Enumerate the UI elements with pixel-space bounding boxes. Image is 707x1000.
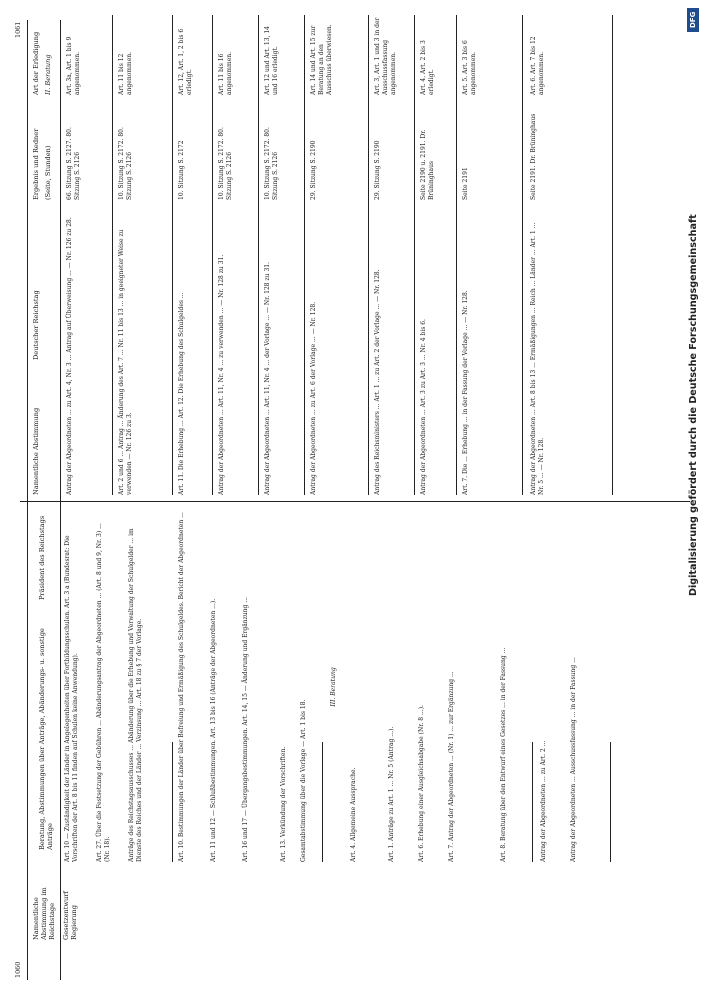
- left-rule: [610, 742, 611, 862]
- right-row-text: Antrag des Reichsministers ... Art. 1 ... zu Art. 2 der Vorlage ... — Nr. 128.: [374, 269, 381, 495]
- left-entry: Art. 13. Verkündung der Vorschriften.: [280, 746, 287, 862]
- right-header-col4: Art der Erledigung: [32, 31, 40, 95]
- left-rule: [322, 742, 323, 862]
- right-row-text: Art. 2 und 6 ... Antrag ... Änderung des Art. 7 ... Nr. 11 bis 13 ... in geeigneter Weise zu verwenden — Nr. 126 zu 3.: [118, 229, 133, 495]
- right-subheader-col4: II. Beratung: [44, 54, 52, 95]
- right-row-outcome: Art. 11 bis 12 angenommen.: [118, 51, 133, 95]
- right-header-col3: Ergebnis und Redner: [32, 128, 40, 200]
- header-top-rule: [27, 20, 28, 980]
- right-row-result: Seite 2191: [462, 167, 469, 200]
- right-rule: [612, 15, 613, 495]
- right-row-result: 10. Sitzung S. 2172. 80. Sitzung S. 2126: [118, 127, 133, 200]
- left-header-col1: Namentliche Abstimmung im Reichstage: [32, 887, 56, 940]
- left-header-col3: Präsident des Reichstags: [38, 515, 46, 600]
- left-entry: Art. 1. Anträge zu Art. 1 ... Nr. 5 (Antrag ...).: [388, 726, 395, 862]
- right-row-outcome: Art. 12 und Art. 13, 14 und 16 erledigt.: [264, 26, 279, 95]
- right-row-text: Art. 11. Die Erhebung ... Art. 12. Die Erhebung des Schulgeldes ...: [178, 292, 185, 495]
- left-entry: Anträge des Reichstagsausschusses ... Abänderung über die Erhebung und Verwaltung der Schulgelder ... im Dienste des Reiches und der Länder ... Verzinsung ... Art. 18 zu § 7 der Vorlage.: [128, 528, 143, 862]
- right-row-result: Seite 2191. Dr. Brüninghaus: [530, 113, 537, 200]
- right-row-result: 66. Sitzung S. 2127. 80. Sitzung S. 2126: [66, 127, 81, 200]
- right-rule: [522, 15, 523, 495]
- right-header-col1: Namentliche Abstimmung: [32, 407, 40, 495]
- dfg-caption: Digitalisierung gefördert durch die Deutsche Forschungsgemeinschaft: [688, 214, 699, 596]
- right-row-result: 29. Sitzung S. 2190: [374, 140, 381, 200]
- right-row-outcome: Art. 3a, Art. 1 bis 9 angenommen.: [66, 36, 81, 95]
- left-entry: Antrag der Abgeordneten ... Ausschussfassung ... in der Fassung ...: [570, 657, 577, 862]
- right-row-text: Antrag der Abgeordneten ... zu Art. 6 der Vorlage ... — Nr. 128.: [310, 301, 317, 495]
- right-rule: [456, 15, 457, 495]
- right-row-outcome: Art. 11 bis 16 angenommen.: [218, 51, 233, 95]
- left-section-title: III. Beratung: [330, 667, 337, 707]
- right-row-result: 10. Sitzung S. 2172. 80. Sitzung S. 2126: [264, 127, 279, 200]
- right-rule: [112, 15, 113, 495]
- left-entry: Antrag der Abgeordneten ... zu Art. 2 ...: [540, 740, 547, 862]
- right-row-outcome: Art. 3, Art. 1 und 3 in der Ausschussfassung angenommen.: [374, 17, 397, 95]
- left-header-col2: Beratung, Abstimmungen über Anträge, Abänderungs- u. sonstige Anträge: [38, 628, 54, 850]
- left-entry: Art. 10. Bestimmungen der Länder über Befreiung und Ermäßigung des Schulgeldes. Bericht der Abgeordneten ...: [178, 512, 185, 862]
- left-entry: Art. 10 — Zuständigkeit der Länder in Angelegenheiten über Fortbildungsschulen. Art. 3 a (Bundesrat: Die Vorschriften der Art. 8 bis 11 finden auf Schulen keine Anwendung).: [64, 535, 79, 862]
- right-row-result: Seite 2190 u. 2191. Dr. Brüninghaus: [420, 129, 435, 200]
- left-entry: Art. 16 und 17 — Übergangsbestimmungen. Art. 14, 15 — Änderung und Ergänzung ...: [242, 596, 249, 862]
- left-rule: [532, 742, 533, 862]
- left-rule: [172, 742, 173, 862]
- right-subheader-col3: (Seite, Stunden): [44, 145, 52, 200]
- right-row-result: 10. Sitzung S. 2172: [178, 140, 185, 200]
- left-header-col-a: Gesetzentwurf: [62, 891, 70, 940]
- left-entry: Art. 7. Antrag der Abgeordneten ... (Nr. 1) ... zur Ergänzung ...: [448, 671, 455, 862]
- right-rule: [258, 15, 259, 495]
- left-entry: Gesamtabstimmung über die Vorlage — Art. 1 bis 18.: [300, 699, 307, 862]
- right-row-text: Antrag der Abgeordneten ... Art. 11, Nr. 4 ... der Vorlage ... — Nr. 128 zu 31.: [264, 261, 271, 495]
- right-row-text: Antrag der Abgeordneten ... zu Art. 4, Nr. 3 ... Antrag auf Überweisung ... — Nr. 126 zu 28.: [66, 217, 73, 495]
- right-rule: [368, 15, 369, 495]
- right-row-outcome: Art. 12, Art. 1, 2 bis 6 erledigt.: [178, 28, 193, 95]
- page-number-right: 1061: [14, 21, 22, 38]
- left-entry: Art. 6. Erhebung einer Ausgleichsabgabe (Nr. 8 ...).: [418, 705, 425, 862]
- right-rule: [212, 15, 213, 495]
- right-rule: [304, 15, 305, 495]
- right-row-text: Antrag der Abgeordneten ... Art. 3 zu Art. 3 ... Nr. 4 bis 6.: [420, 319, 427, 495]
- left-entry: Art. 8. Beratung über den Entwurf eines Gesetzes ... in der Fassung ...: [500, 647, 507, 862]
- right-row-text: Antrag der Abgeordneten ... Art. 8 bis 13 ... Ermäßigungen ... Reich ... Länder ... Art. 1 ... Nr. 5 ... — Nr. 128.: [530, 222, 545, 495]
- dfg-logo: DFG: [687, 8, 699, 32]
- header-bottom-rule: [60, 20, 61, 980]
- right-row-text: Art. 7. Die ... Erhebung ... in der Fassung der Vorlage ... — Nr. 128.: [462, 290, 469, 495]
- right-row-outcome: Art. 4. Art. 2 bis 3 erledigt.: [420, 40, 435, 95]
- left-entry: Art. 27. Über die Festsetzung der Gebühren ... Abänderungsantrag der Abgeordneten ... (Art. 8 und 9, Nr. 3) ... (Nr. 18).: [96, 523, 111, 862]
- right-header-col2: Deutscher Reichstag: [32, 290, 40, 360]
- right-rule: [414, 15, 415, 495]
- left-entry: Art. 4. Allgemeine Aussprache.: [350, 767, 357, 862]
- right-row-outcome: Art. 14 und Art. 15 zur Beratung an den Ausschuss überwiesen.: [310, 24, 333, 95]
- right-row-outcome: Art. 6. Art. 7 bis 12 angenommen.: [530, 36, 545, 95]
- right-rule: [172, 15, 173, 495]
- right-row-result: 10. Sitzung S. 2172. 80. Sitzung S. 2126: [218, 127, 233, 200]
- center-divider: [20, 501, 690, 502]
- left-entry: Art. 11 und 12 — Schlußbestimmungen. Art. 13 bis 16 (Anträge der Abgeordneten ...).: [210, 598, 217, 862]
- right-row-outcome: Art. 5. Art. 3 bis 6 angenommen.: [462, 40, 477, 95]
- page-number-left: 1060: [14, 961, 22, 978]
- right-row-result: 29. Sitzung S. 2190: [310, 140, 317, 200]
- left-header-col-b: Regierung: [70, 905, 78, 940]
- right-row-text: Antrag der Abgeordneten ... Art. 11, Nr. 4 ... zu verwenden ... — Nr. 128 zu 31.: [218, 254, 225, 495]
